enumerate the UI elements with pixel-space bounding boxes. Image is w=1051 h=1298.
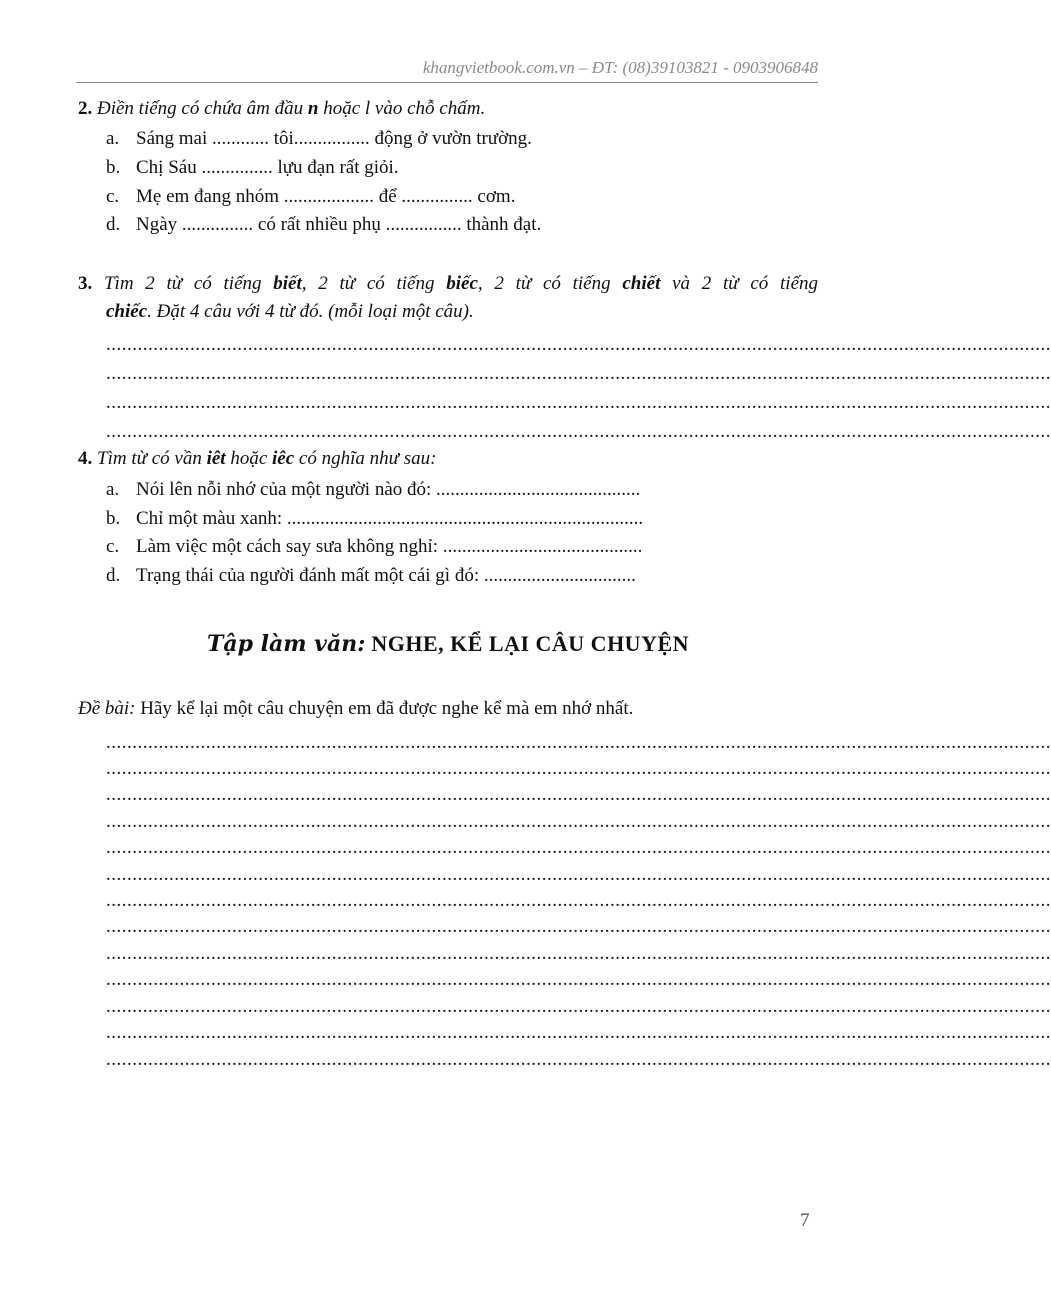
question-text: Tìm 2 từ có tiếng biết, 2 từ có tiếng biếc, 2 từ có tiếng chiết và 2 từ có tiếng: [92, 273, 819, 294]
section-heading: [0, 631, 896, 657]
answer-line[interactable]: ....................................................................................................................................................................................: [106, 363, 1051, 384]
answer-line[interactable]: ....................................................................................................................................................................................: [106, 811, 1051, 832]
question-text: Tìm từ có vần iêt hoặc iêc có nghĩa như sau:: [92, 448, 437, 469]
answer-line[interactable]: ....................................................................................................................................................................................: [106, 758, 1051, 779]
question-number: 2.: [78, 98, 93, 119]
essay-prompt: [78, 695, 633, 723]
list-item: b. Chị Sáu ............... lựu đạn rất giỏi.: [106, 157, 399, 178]
answer-line[interactable]: ....................................................................................................................................................................................: [106, 334, 1051, 355]
essay-text: Hãy kể lại một câu chuyện em đã được nghe kể mà em nhớ nhất.: [135, 698, 634, 719]
essay-label: Đề bài:: [78, 698, 136, 719]
header-contact: khangvietbook.com.vn – ĐT: (08)39103821 - 0903906848: [422, 58, 818, 77]
header-rule: [76, 82, 818, 83]
question-3-line-2: chiếc. Đặt 4 câu với 4 từ đó. (mỗi loại một câu).: [106, 301, 474, 322]
list-item: c. Làm việc một cách say sưa không nghỉ: ..........................................: [106, 536, 643, 557]
question-text: Điền tiếng có chứa âm đầu n hoặc l vào chỗ chấm.: [97, 98, 486, 119]
answer-line[interactable]: ....................................................................................................................................................................................: [106, 392, 1051, 413]
list-item: d. Ngày ............... có rất nhiều phụ ................ thành đạt.: [106, 214, 542, 235]
question-3-line-1: [78, 270, 818, 298]
answer-line[interactable]: ....................................................................................................................................................................................: [106, 837, 1051, 858]
answer-line[interactable]: ....................................................................................................................................................................................: [106, 943, 1051, 964]
section-label: Tập làm văn:: [206, 631, 366, 657]
list-item: d. Trạng thái của người đánh mất một cái gì đó: ................................: [106, 565, 636, 586]
list-item: a. Sáng mai ............ tôi................ động ở vườn trường.: [106, 128, 532, 149]
page-number: 7: [800, 1210, 810, 1231]
question-4-instruction: [78, 445, 818, 473]
question-number: 3.: [78, 273, 93, 294]
list-item: c. Mẹ em đang nhóm ................... để ............... cơm.: [106, 186, 516, 207]
list-item: b. Chỉ một màu xanh: ...........................................................................: [106, 508, 644, 529]
answer-line[interactable]: ....................................................................................................................................................................................: [106, 916, 1051, 937]
answer-line[interactable]: ....................................................................................................................................................................................: [106, 421, 1051, 442]
section-title: NGHE, KỂ LẠI CÂU CHUYỆN: [365, 631, 690, 656]
answer-line[interactable]: ....................................................................................................................................................................................: [106, 1049, 1051, 1070]
list-item: a. Nói lên nỗi nhớ của một người nào đó: ...........................................: [106, 479, 641, 500]
answer-line[interactable]: ....................................................................................................................................................................................: [106, 732, 1051, 753]
answer-line[interactable]: ....................................................................................................................................................................................: [106, 1022, 1051, 1043]
answer-line[interactable]: ....................................................................................................................................................................................: [106, 890, 1051, 911]
answer-line[interactable]: ....................................................................................................................................................................................: [106, 969, 1051, 990]
answer-line[interactable]: ....................................................................................................................................................................................: [106, 784, 1051, 805]
answer-line[interactable]: ....................................................................................................................................................................................: [106, 864, 1051, 885]
question-2-instruction: [78, 95, 818, 123]
answer-line[interactable]: ....................................................................................................................................................................................: [106, 996, 1051, 1017]
question-number: 4.: [78, 448, 93, 469]
